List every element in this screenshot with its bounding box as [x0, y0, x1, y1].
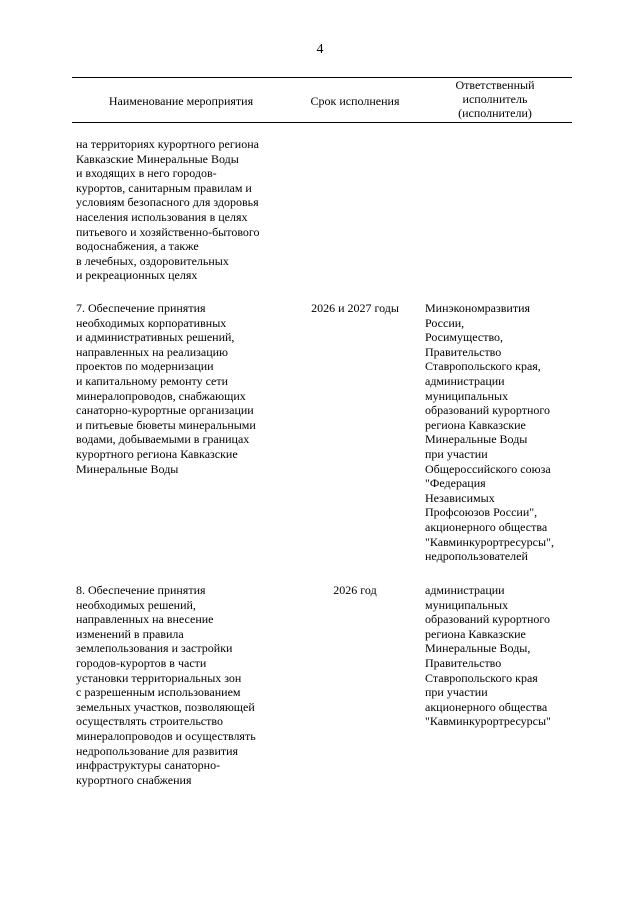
table-row-0-name: на территориях курортного региона Кавказские Минеральные Воды и входящих в него городов- курортов, санитарным правилам и условиям безопасного для здоровья населения использования в целях питьевого и хозяйственно-бытового водоснабжения, а также в лечебных, оздоровительных и рекреационных целях — [76, 137, 260, 283]
header-responsible-text: Ответственный исполнитель (исполнители) — [455, 78, 535, 120]
page-number: 4 — [316, 42, 324, 57]
table-row-2-deadline: 2026 год — [333, 583, 377, 597]
table-row-2-name: 8. Обеспечение принятия необходимых решений, направленных на внесение изменений в правила землепользования и застройки городов-курортов в части установки территориальных зон с разрешенным использованием земельных участков, позволяющей осуществлять строительство минералопроводов и осуществлять недропользование для развития инфраструктуры санаторно- курортного снабжения — [76, 583, 256, 787]
table-row-2-responsible: администрации муниципальных образований курортного региона Кавказские Минеральные Воды, Правительство Ставропольского края при участии акционерного общества "Кавминкурортресурсы" — [425, 583, 551, 729]
header-name: Наименование мероприятия — [108, 94, 254, 108]
header-responsible — [420, 80, 570, 120]
table-row-1-deadline: 2026 и 2027 годы — [311, 301, 399, 315]
table-header-bottom-rule — [72, 122, 572, 123]
table-row-1-name: 7. Обеспечение принятия необходимых корпоративных и административных решений, направленных на реализацию проектов по модернизации и капитальному ремонту сети минералопроводов, снабжающих санаторно-курортные организации и питьевые бюветы минеральными водами, добываемыми в границах курортного региона Кавказские Минеральные Воды — [76, 301, 256, 476]
header-deadline: Срок исполнения — [310, 94, 400, 108]
table-row-1-responsible: Минэкономразвития России, Росимущество, Правительство Ставропольского края, администрации муниципальных образований курортного региона Кавказские Минеральные Воды при участии Общероссийского союза "Федерация Независимых Профсоюзов России", акционерного общества "Кавминкурортресурсы", недропользователей — [425, 301, 554, 564]
